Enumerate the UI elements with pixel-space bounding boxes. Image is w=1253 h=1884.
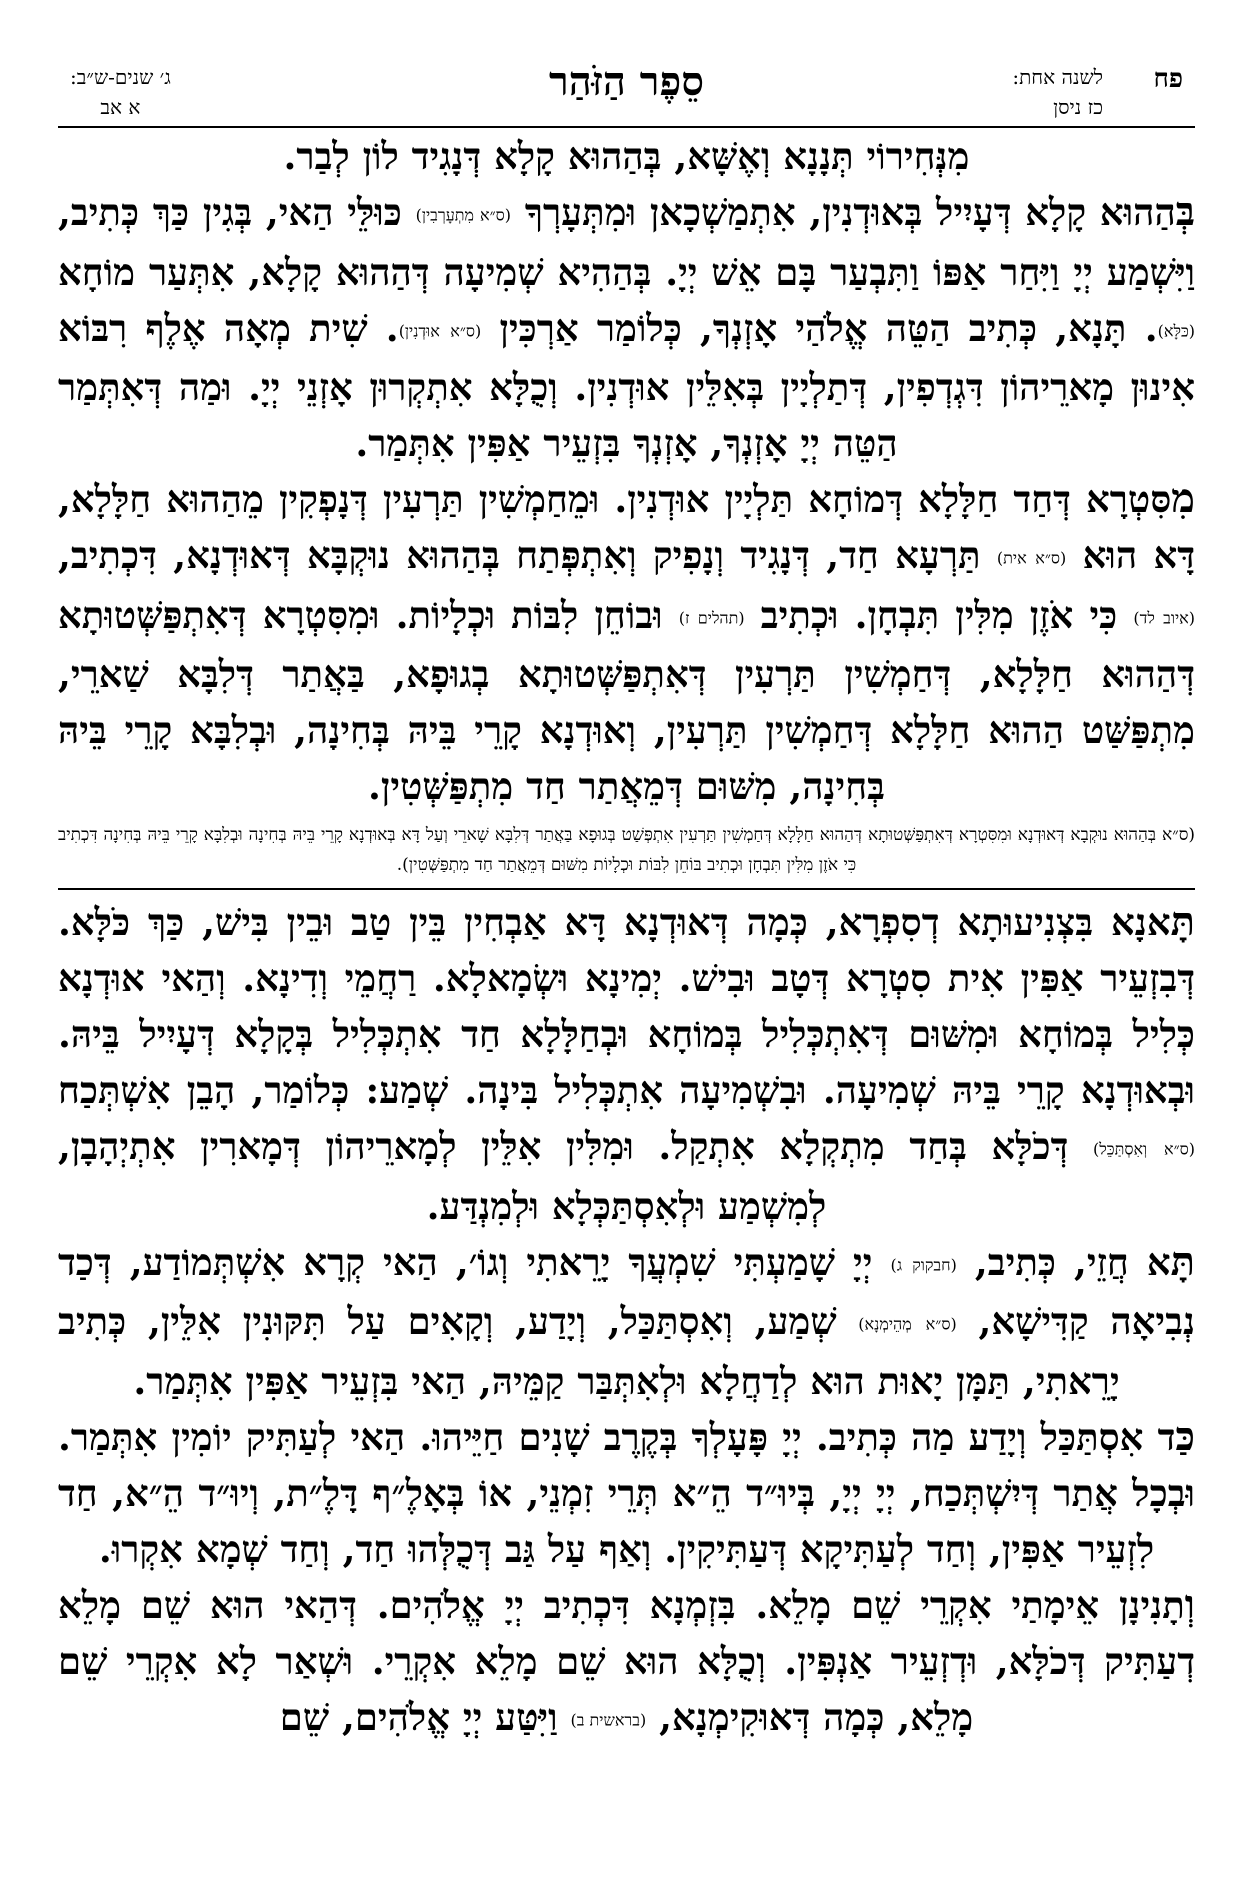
paragraph-lead-letter: תָּ bbox=[1170, 898, 1195, 945]
variant-reading: (ס״א מְהֵימְנָא) bbox=[858, 1314, 957, 1334]
scripture-reference: (איוב לד) bbox=[1133, 608, 1195, 627]
variant-note: (ס״א בְּהַהוּא נוּקְבָא דְּאוּדְנָא וּמִסִּטְרָא דְּאִתְפַּשְּׁטוּתָא דְּהַהוּא חַלָּלָא דְּחַמְשִׁין תַּרְעִין אִתְפְּשַׁט בְּגוּפָא בַּאֲתַר דְּלִבָּא שָׁארֵי וְעַל דָּא בְּאוּדְנָא קָרֵי בֵּיהּ בְּחִינָה וּבְלִבָּא קָרֵי בֵּיהּ בְּחִינָה דִּכְתִיב כִּי אֹזֶן מִלִּין תִּבְחָן וּכְתִיב בּוֹחֵן לִבּוֹת וּכְלָיוֹת מִשּׁוּם דְּמֵאֲתַר חַד מִתְפַּשְּׁטִין). bbox=[58, 825, 1195, 875]
paragraph-text: כִּי אֹזֶן מִלִּין תִּבְחָן. וּכְתִיב bbox=[760, 592, 1118, 637]
paragraph-2 bbox=[58, 184, 1195, 471]
paragraph-lead-letter: בְּ bbox=[1175, 188, 1196, 235]
paragraph-text: תָנִינָן אֵימָתַי אִקְרֵי שֵׁם מָלֵא. בִּזְמְנָא דִּכְתִיב יְיָ אֱלֹהִים. דְּהַאי הוּא שֵׁם מָלֵא דְעַתִּיק דְּכֹלָּא, וּדְזְעֵיר אַנְפִּין. וְכֻלָּא הוּא שֵׁם מָלֵא אִקְרֵי. וּשְׁאַר לָא אִקְרֵי שֵׁם מָלֵא, כְּמָה דְּאוּקִימְנָא, bbox=[58, 1582, 1195, 1739]
paragraph-lead-letter: כַּ bbox=[1175, 1412, 1195, 1460]
paragraph-text: תַּרְעָא חַד, דְּנָגִיד וְנָפִיק וְאִתְפְּתַח בְּהַהוּא נוּקְבָּא דְּאוּדְנָא, דִּכְתִיב, bbox=[58, 533, 981, 577]
paragraph-5 bbox=[58, 1234, 1195, 1409]
paragraph-text: א חֲזֵי, כְּתִיב, bbox=[974, 1239, 1171, 1284]
paragraph-text: . שִׁית מְאָה אֶלֶף רִבּוֹא אִינוּן מָארֵיהוֹן דִּגְדְפִין, דְּתַלְיָין בְּאִלֵּין אוּדְנִין. וְכֻלָּא אִתְקְרוּן אָזְנֵי יְיָ. וּמַה דְּאִתְּמַר הַטֵּה יְיָ אָזְנְךָ, אָזְנְךָ בִּזְעֵיר אַפִּין אִתְּמַר. bbox=[58, 305, 1195, 465]
variant-reading: (ס״א מִתְעָרְבִין) bbox=[415, 205, 512, 225]
page-header bbox=[60, 58, 1193, 128]
variant-reading: (ס״א אוּדְנִין) bbox=[398, 321, 482, 340]
paragraph-text: דְּכֹלָּא בְּחַד מִתְקְלָא אִתְקַל. וּמִלִּין אִלֵּין לְמָארֵיהוֹן דְּמָארִין אִתְיְהָבָן, לְמִשְׁמַע וּלְאִסְתַּכְּלָא וּלְמִנְדַּע. bbox=[58, 1124, 1069, 1228]
paragraph-6 bbox=[58, 1409, 1195, 1577]
variant-reading: (כּלָּא) bbox=[1157, 321, 1195, 340]
schedule-left-line1: ג׳ שנים-ש״ב: bbox=[70, 65, 171, 89]
variant-reading: (ס״א וְאִסְתַּכֵּל) bbox=[1093, 1139, 1195, 1159]
paragraph-text: וּבוֹחֵן לִבּוֹת וּכְלָיוֹת. וּמִסִּטְרָא דְּאִתְפַּשְּׁטוּתָא דְּהַהוּא חַלָּלָא, דְּחַמְשִׁין תַּרְעִין דְּאִתְפַּשְּׁטוּתָא בְגוּפָא, בַּאֲתַר דְּלִבָּא שַׁארֵי, מִתְפַּשַּׁט הַהוּא חַלָּלָא דְּחַמְשִׁין תַּרְעִין, וְאוּדְנָא קָרֵי בֵּיהּ בְּחִינָה, וּבְלִבָּא קָרֵי בֵּיהּ בְּחִינָה, מִשּׁוּם דְּמֵאֲתַר חַד מִתְפַּשְּׁטִין. bbox=[58, 592, 1195, 808]
scripture-reference: (חבקוק ג) bbox=[890, 1255, 957, 1274]
paragraph-text: וַיִּטַּע יְיָ אֱלֹהִים, שֵׁם bbox=[279, 1694, 558, 1739]
paragraph-text: ד אִסְתַּכַּל וְיָדַע מַה כְּתִיב. יְיָ פָּעָלְךָ בְּקֶרֶב שָׁנִים חַיֵּיהוּ. הַאי לְעַתִּיק יוֹמִין אִתְּמַר. וּבְכָל אֲתַר דְּיִשְׁתְּכַח, יְיָ יְיָ, בְּיוּ״ד הֵ״א תְּרֵי זִמְנֵי, אוֹ בְּאָלֶ״ף דָּלֶ״ת, וְיוּ״ד הֵ״א, חַד לִזְעֵיר אַפִּין, וְחַד לְעַתִּיקָא דְּעַתִּיקִין. וְאַף עַל גַּב דְּכֻלְּהוּ חַד, וְחַד שְׁמָא אִקְרוּ. bbox=[58, 1414, 1195, 1571]
paragraph-7 bbox=[58, 1577, 1195, 1749]
scripture-reference: (בראשית ב) bbox=[570, 1710, 647, 1729]
scripture-reference: (תהלים ז) bbox=[678, 608, 745, 627]
section-rule bbox=[58, 888, 1195, 890]
study-schedule-left bbox=[70, 62, 171, 122]
main-text bbox=[58, 128, 1195, 1748]
paragraph-text: מִנְּחִירוֹי תְּנָנָא וְאֶשָּׁא, בְּהַהוּא קָלָא דְּנָגִיד לוֹן לְבַר. bbox=[283, 134, 970, 178]
schedule-right-line2: כז ניסן bbox=[1053, 95, 1103, 119]
paragraph-text: שְׁמַע, וְאִסְתַּכַּל, וְיָדַע, וְקָאִים עַל תִּקּוּנִין אִלֵּין, כְּתִיב יָרֵאתִי, תַּמָּן יָאוּת הוּא לְדַחֲלָא וּלְאִתְּבַּר קַמֵּיהּ, הַאי בִּזְעֵיר אַפִּין אִתְּמַר. bbox=[58, 1299, 1120, 1403]
paragraph-text: יְיָ שָׁמַעְתִּי שִׁמְעֲךָ יָרֵאתִי וְגוֹ׳, הַאי קְרָא אִשְׁתְּמוֹדַע, דְּכַד נְבִיאָה קַדִּישָׁא, bbox=[58, 1239, 1195, 1343]
schedule-right-line1: לשנה אחת: bbox=[1012, 65, 1103, 89]
paragraph-lead-letter: מִ bbox=[1171, 475, 1195, 522]
paragraph-text: . תָּנָא, כְּתִיב הַטֵּה אֱלֹהַי אָזְנְךָ, כְּלוֹמַר אַרְכִּין bbox=[499, 305, 1158, 350]
paragraph-lead-letter: וְ bbox=[1184, 1580, 1195, 1628]
paragraph-text: כּוּלֵּי הַאי, בְּגִין כַּךְ כְּתִיב, וַיִּשְׁמַע יְיָ וַיִּחַר אַפּוֹ וַתִּבְעַר בָּם אֵשׁ יְיָ. בְּהַהִיא שְׁמִיעָה דְּהַהוּא קָלָא, אִתְּעַר מוֹחָא bbox=[58, 190, 1195, 294]
paragraph-1 bbox=[58, 128, 1195, 184]
paragraph-3 bbox=[58, 471, 1195, 814]
paragraph-lead-letter: תָּ bbox=[1170, 1237, 1195, 1285]
schedule-left-line2: א אב bbox=[100, 95, 141, 119]
paragraph-text: אנָא בִּצְנִיעוּתָא דְסִפְרָא, כְּמָה דְּאוּדְנָא דָּא אַבְחִין בֵּין טַב וּבֵין בִּישׁ, כַּךְ כֹּלָּא. דְּבִזְעֵיר אַפִּין אִית סִטְרָא דְּטָב וּבִישׁ. יְמִינָא וּשְׂמָאלָא. רַחֲמֵי וְדִינָא. וְהַאי אוּדְנָא כְּלִיל בְּמוֹחָא וּמִשּׁוּם דְּאִתְכְּלִיל בְּמוֹחָא וּבְחַלָּלָא חַד אִתְכְּלִיל בְּקָלָא דְּעָיִיל בֵּיהּ. וּבְאוּדְנָא קָרֵי בֵּיהּ שְׁמִיעָה. וּבִשְׁמִיעָה אִתְכְּלִיל בִּינָה. שְׁמַע: כְּלוֹמַר, הָבֵן אִשְׁתְּכַח bbox=[58, 900, 1195, 1112]
book-title: סֵפֶר הַזֹּהַר bbox=[549, 58, 704, 105]
page-number: פח bbox=[1153, 64, 1183, 94]
variant-reading: (ס״א אית) bbox=[996, 548, 1067, 568]
paragraph-4 bbox=[58, 894, 1195, 1234]
paragraph-text: סִּטְרָא דְּחַד חַלָּלָא דְּמוֹחָא תַּלְיָין אוּדְנִין. וּמֵחַמְשִׁין תַּרְעִין דְּנָפְקִין מֵהַהוּא חַלָּלָא, דָּא הוּא bbox=[58, 477, 1195, 577]
paragraph-text: הַהוּא קָלָא דְּעָיִיל בְּאוּדְנִין, אִתְמַשְׁכָאן וּמִתְּעָרְךָ bbox=[524, 190, 1176, 234]
